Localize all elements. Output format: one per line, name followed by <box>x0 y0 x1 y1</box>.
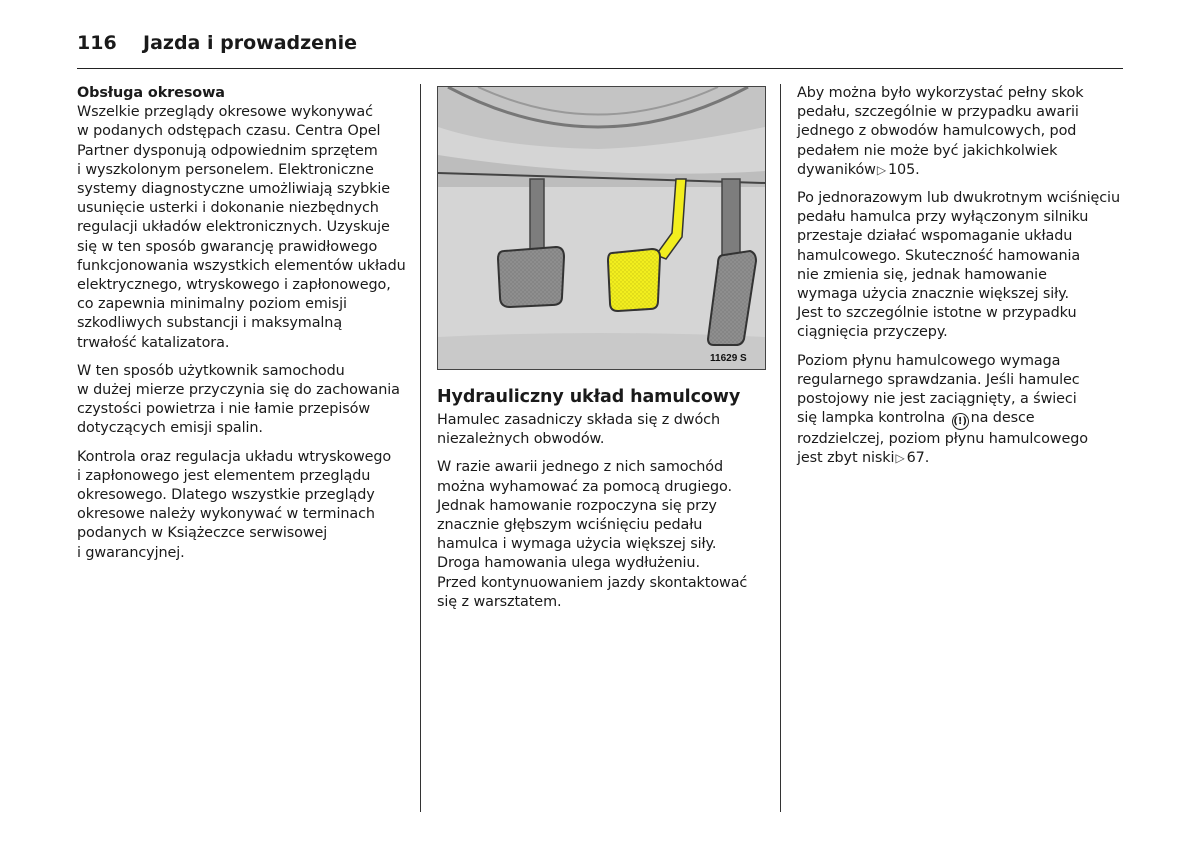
text-line: szkodliwych substancji i maksymalną <box>77 315 343 332</box>
column-right <box>797 84 1127 478</box>
text-line: niezależnych obwodów. <box>437 431 605 448</box>
paragraph <box>77 362 407 439</box>
text-line: się w ten sposób gwarancję prawidłowego <box>77 238 378 255</box>
text-line: i wyszkolonym personelem. Elektroniczne <box>77 161 374 178</box>
column-left <box>77 84 407 572</box>
text-line: pedałem nie może być jakichkolwiek <box>797 142 1058 159</box>
paragraph-lines <box>797 430 1127 449</box>
text-line: funkcjonowania wszystkich elementów układu <box>77 257 406 274</box>
text-line: Hamulec zasadniczy składa się z dwóch <box>437 412 720 428</box>
paragraph <box>797 189 1127 343</box>
page-header <box>77 30 1123 69</box>
paragraph-lines <box>797 352 1127 410</box>
text-line: ciągnięcia przyczepy. <box>797 324 948 341</box>
paragraph <box>77 448 407 563</box>
text-line: pedału, szczególnie w przypadku awarii <box>797 104 1079 121</box>
text-line: podanych w Książeczce serwisowej <box>77 525 328 542</box>
text-line: co zapewnia minimalny poziom emisji <box>77 296 347 313</box>
page-reference[interactable]: 67. <box>906 450 930 467</box>
text-line: i gwarancyjnej. <box>77 544 185 561</box>
text-line: Jest to szczególnie istotne w przypadku <box>797 305 1077 322</box>
text-line: Partner dysponują odpowiednim sprzętem <box>77 142 378 159</box>
text-line: rozdzielczej, poziom płynu hamulcowego <box>797 431 1088 448</box>
paragraph <box>77 103 407 353</box>
text-line: elektrycznego, wtryskowego i zapłonowego, <box>77 277 391 294</box>
text-line: Aby można było wykorzystać pełny skok <box>797 85 1084 101</box>
text-line: regularnego sprawdzania. Jeśli hamulec <box>797 371 1080 388</box>
text-fragment: dywaników <box>797 161 876 178</box>
text-line: w dużej mierze przyczynia się do zachowania <box>77 382 400 399</box>
pedals-illustration <box>437 86 766 370</box>
text-line: usunięcie usterki i dokonanie niezbędnych <box>77 200 379 217</box>
text-line: hamulca i wymaga użycia większej siły. <box>437 536 717 553</box>
text-line: się z warsztatem. <box>437 593 562 610</box>
text-line: nie zmienia się, jednak hamowanie <box>797 266 1047 283</box>
text-line: Droga hamowania ulega wydłużeniu. <box>437 555 700 572</box>
text-fragment: się lampka kontrolna <box>797 410 946 427</box>
paragraph <box>437 411 767 449</box>
text-line: znacznie głębszym wciśnięciu pedału <box>437 517 703 534</box>
brake-warning-icon: (!) <box>952 413 969 430</box>
arrow-ref-icon: ▷ <box>876 162 886 177</box>
page-number: 116 <box>77 32 117 54</box>
text-line: Po jednorazowym lub dwukrotnym wciśnięciu <box>797 190 1120 207</box>
text-line: Przed kontynuowaniem jazdy skontaktować <box>437 574 748 591</box>
section-title: Hydrauliczny układ hamulcowy <box>437 387 741 407</box>
section-subheading: Obsługa okresowa <box>77 85 225 101</box>
figure-code: 11629 S <box>710 353 747 364</box>
page-reference[interactable]: 105. <box>888 161 920 178</box>
text-line: pedału hamulca przy wyłączonym silniku <box>797 209 1089 226</box>
arrow-ref-icon: ▷ <box>895 451 905 466</box>
text-line: regulacji układów elektronicznych. Uzyskuje <box>77 219 390 236</box>
text-line: Kontrola oraz regulacja układu wtryskowego <box>77 448 392 465</box>
text-fragment: jest zbyt niski <box>797 450 895 467</box>
paragraph-lines <box>797 84 1127 161</box>
text-line: hamulcowego. Skuteczność hamowania <box>797 247 1081 264</box>
page-title: Jazda i prowadzenie <box>143 32 357 54</box>
text-line: okresowego. Dlatego wszystkie przeglądy <box>77 487 375 504</box>
text-line: można wyhamować za pomocą drugiego. <box>437 478 732 495</box>
text-line: Jednak hamowanie rozpoczyna się przy <box>437 497 717 514</box>
text-line: jednego z obwodów hamulcowych, pod <box>797 123 1077 140</box>
text-line: trwałość katalizatora. <box>77 334 230 351</box>
paragraph <box>437 458 767 612</box>
text-line: w podanych odstępach czasu. Centra Opel <box>77 123 381 140</box>
column-middle <box>437 386 767 621</box>
text-line: dotyczących emisji spalin. <box>77 420 263 437</box>
text-line: czystości powietrza i nie łamie przepisów <box>77 401 371 418</box>
text-line: W razie awarii jednego z nich samochód <box>437 459 724 476</box>
text-line: systemy diagnostyczne umożliwiają szybkie <box>77 181 391 198</box>
text-line: przestaje działać wspomaganie układu <box>797 228 1073 245</box>
text-line: i zapłonowego jest elementem przeglądu <box>77 467 371 484</box>
column-divider <box>780 84 781 812</box>
text-line: Poziom płynu hamulcowego wymaga <box>797 352 1061 369</box>
text-line: wymaga użycia znacznie większej siły. <box>797 286 1070 303</box>
text-line: Wszelkie przeglądy okresowe wykonywać <box>77 104 373 121</box>
column-divider <box>420 84 421 812</box>
text-fragment: na desce <box>970 410 1035 427</box>
text-line: okresowe należy wykonywać w terminach <box>77 506 375 523</box>
text-line: postojowy nie jest zaciągnięty, a świeci <box>797 391 1077 408</box>
text-line: W ten sposób użytkownik samochodu <box>77 362 345 379</box>
